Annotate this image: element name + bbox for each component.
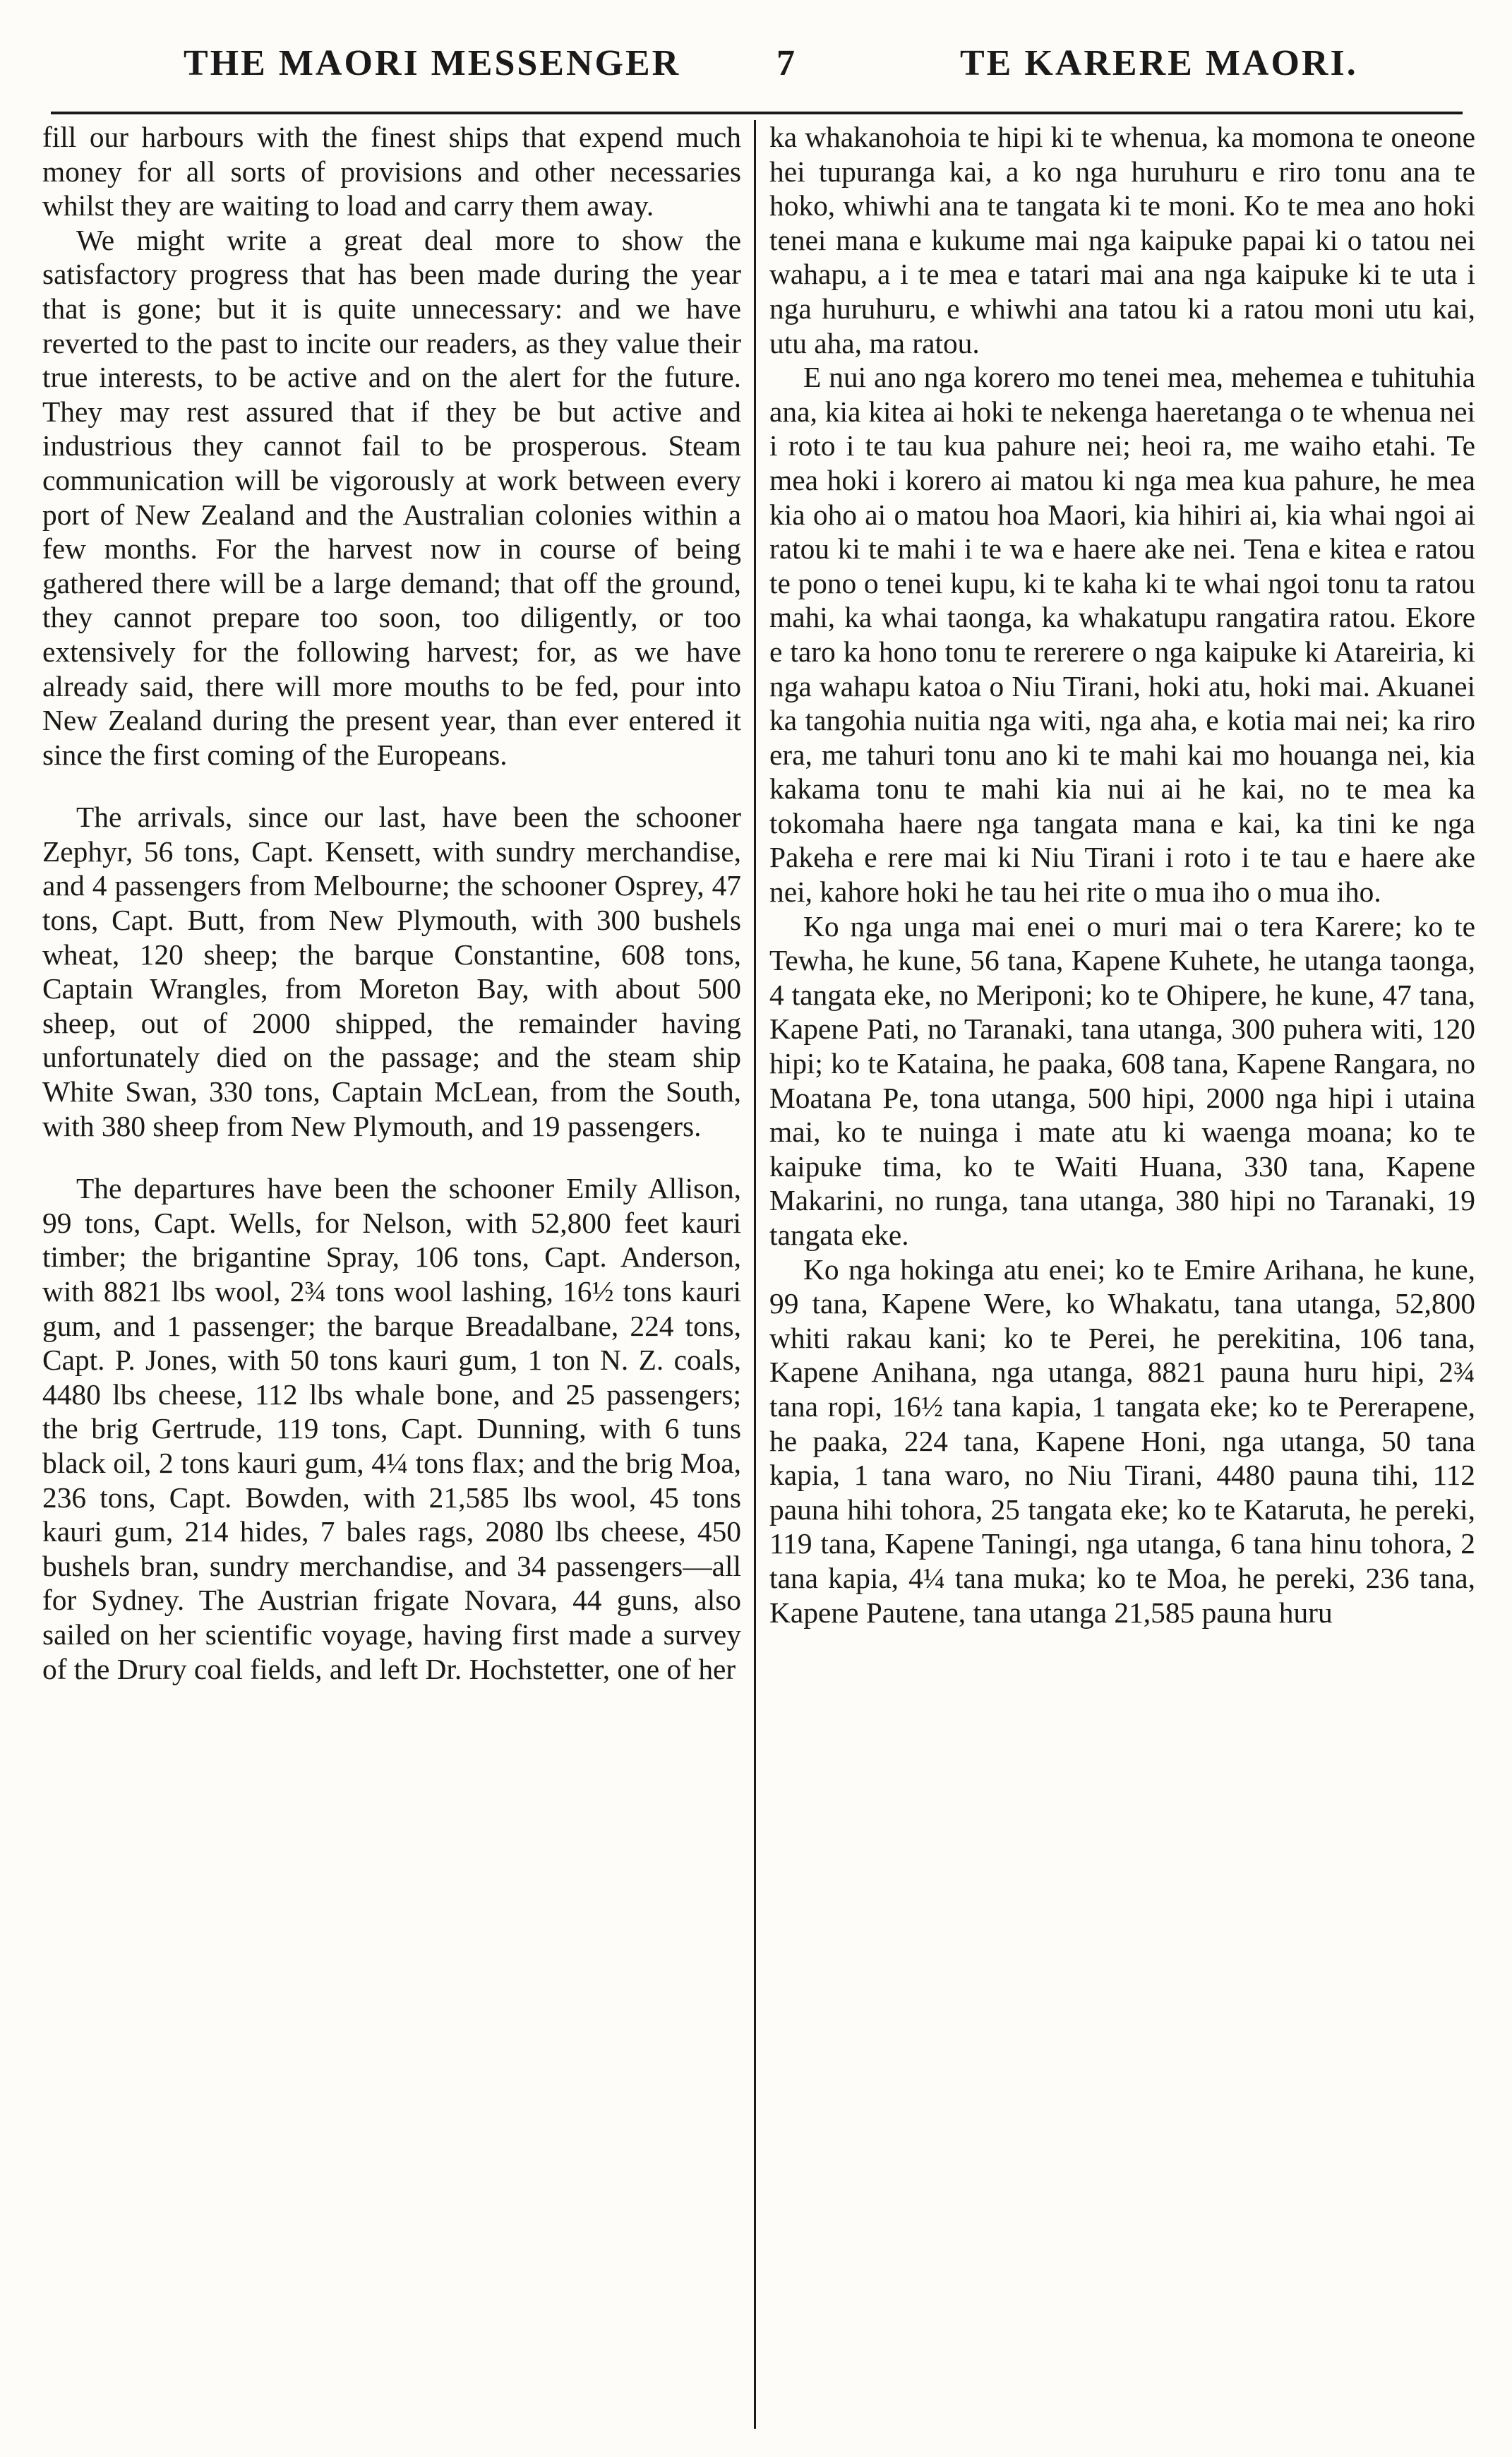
maori-paragraph: ka whakanohoia te hipi ki te whenua, ka momona te oneone hei tupuranga kai, a ko nga huruhuru e riro tonu ana te hoko, whiwhi ana te tangata ki te moni. Ko te mea ano hoki tenei mana e kukume mai nga kaipuke papai ki o tatou nei wahapu, a i te mea e tatari mai ana nga kaipuke ki te uta i nga huruhuru, e whiwhi ana tatou ki a ratou moni utu kai, utu aha, ma ratou.: [769, 121, 1475, 359]
english-paragraph: fill our harbours with the finest ships that expend much money for all sorts of provisions and other necessaries whilst they are waiting to load and carry them away.: [42, 121, 741, 222]
column-divider: [754, 120, 756, 2429]
maori-paragraph: Ko nga hokinga atu enei; ko te Emire Arihana, he kune, 99 tana, Kapene Were, ko Whakatu, tana utanga, 52,800 whiti rakau kani; ko te Perei, he perekitina, 106 tana, Kapene Anihana, nga utanga, 8821 pauna huru hipi, 2¾ tana ropi, 16½ tana kapia, 1 tangata eke; ko te Pererapene, he paaka, 224 tana, Kapene Honi, nga utanga, 50 tana kapia, 1 tana waro, no Niu Tirani, 4480 pauna tihi, 112 pauna hihi tohora, 25 tangata eke; ko te Kataruta, he pereki, 119 tana, Kapene Taningi, nga utanga, 6 tana hinu tohora, 2 tana kapia, 4¼ tana muka; ko te Moa, he pereki, 236 tana, Kapene Pautene, tana utanga 21,585 pauna huru: [769, 1253, 1475, 1629]
page-header: [42, 28, 1470, 92]
maori-paragraph: E nui ano nga korero mo tenei mea, mehemea e tuhituhia ana, kia kitea ai hoki te nekenga haeretanga o te whenua nei i roto i te tau kua pahure nei; heoi ra, me waiho etahi. Te mea hoki i korero ai matou ki nga mea kua pahure, he mea kia oho ai o matou hoa Maori, kia hihiri ai, kia whai ngoi ai ratou ki te mahi i te wa e haere ake nei. Tena e kitea e ratou te pono o tenei kupu, ki te kaha ki te whai ngoi tonu ta ratou mahi, ka whai taonga, ka whakatupu rangatira ratou. Ekore e taro ka hono tonu te rererere o nga kaipuke ki Atareiria, ki nga wahapu katoa o Niu Tirani, hoki atu, hoki mai. Akuanei ka tangohia nuitia nga witi, nga aha, e kotia mai nei; ka riro era, me tahuri tonu ano ki te mahi kai mo houanga nei, kia kakama tonu te mahi kia nui ai he kai, no te mea ka tokomaha haere nga tangata mana e kai, ka tini ke nga Pakeha e rere mai ki Niu Tirani i roto i te tau e haere ake nei, kahore hoki he tau hei rite o mua iho o mua iho.: [769, 361, 1475, 909]
english-paragraph: We might write a great deal more to show the satisfactory progress that has been made during the year that is gone; but it is quite unnecessary: and we have reverted to the past to incite our readers, as they value their true interests, to be active and on the alert for the future. They may rest assured that if they be but active and industrious they cannot fail to be prosperous. Steam communication will be vigorously at work between every port of New Zealand and the Australian colonies within a few months. For the harvest now in course of being gathered there will be a large demand; that off the ground, they cannot prepare too soon, too diligently, or too extensively for the following harvest; for, as we have already said, there will more mouths to be fed, pour into New Zealand during the present year, than ever entered it since the first coming of the Europeans.: [42, 223, 741, 771]
maori-column: [769, 120, 1475, 2429]
header-rule: [51, 112, 1463, 114]
english-paragraph: The arrivals, since our last, have been the schooner Zephyr, 56 tons, Capt. Kensett, with sundry merchandise, and 4 passengers from Melbourne; the schooner Osprey, 47 tons, Capt. Butt, from New Plymouth, with 300 bushels wheat, 120 sheep; the barque Constantine, 608 tons, Captain Wrangles, from Moreton Bay, with about 500 sheep, out of 2000 shipped, the remainder having unfortunately died on the passage; and the steam ship White Swan, 330 tons, Captain McLean, from the South, with 380 sheep from New Plymouth, and 19 passengers.: [42, 801, 741, 1142]
english-masthead: THE MAORI MESSENGER: [184, 43, 681, 83]
english-column: [42, 120, 741, 2429]
maori-masthead: TE KARERE MAORI.: [960, 43, 1358, 83]
maori-paragraph: Ko nga unga mai enei o muri mai o tera Karere; ko te Tewha, he kune, 56 tana, Kapene Kuhete, he utanga taonga, 4 tangata eke, no Meriponi; ko te Ohipere, he kune, 47 tana, Kapene Pati, no Taranaki, tana utanga, 300 puhera witi, 120 hipi; ko te Kataina, he paaka, 608 tana, Kapene Rangara, no Moatana Pe, tona utanga, 500 hipi, 2000 nga hipi i utaina mai, ko te nuinga i mate atu ki waenga moana; ko te kaipuke tima, ko te Waiti Huana, 330 tana, Kapene Makarini, no runga, tana utanga, 380 hipi no Taranaki, 19 tangata eke.: [769, 909, 1475, 1251]
page-number: 7: [776, 43, 797, 83]
english-paragraph: The departures have been the schooner Emily Allison, 99 tons, Capt. Wells, for Nelson, with 52,800 feet kauri timber; the brigantine Spray, 106 tons, Capt. Anderson, with 8821 lbs wool, 2¾ tons wool lashing, 16½ tons kauri gum, and 1 passenger; the barque Breadalbane, 224 tons, Capt. P. Jones, with 50 tons kauri gum, 1 ton N. Z. coals, 4480 lbs cheese, 112 lbs whale bone, and 25 passengers; the brig Gertrude, 119 tons, Capt. Dunning, with 6 tuns black oil, 2 tons kauri gum, 4¼ tons flax; and the brig Moa, 236 tons, Capt. Bowden, with 21,585 lbs wool, 45 tons kauri gum, 214 hides, 7 bales rags, 2080 lbs cheese, 450 bushels bran, sundry merchandise, and 34 passengers—all for Sydney. The Austrian frigate Novara, 44 guns, also sailed on her scientific voyage, having first made a survey of the Drury coal fields, and left Dr. Hochstetter, one of her: [42, 1172, 741, 1685]
